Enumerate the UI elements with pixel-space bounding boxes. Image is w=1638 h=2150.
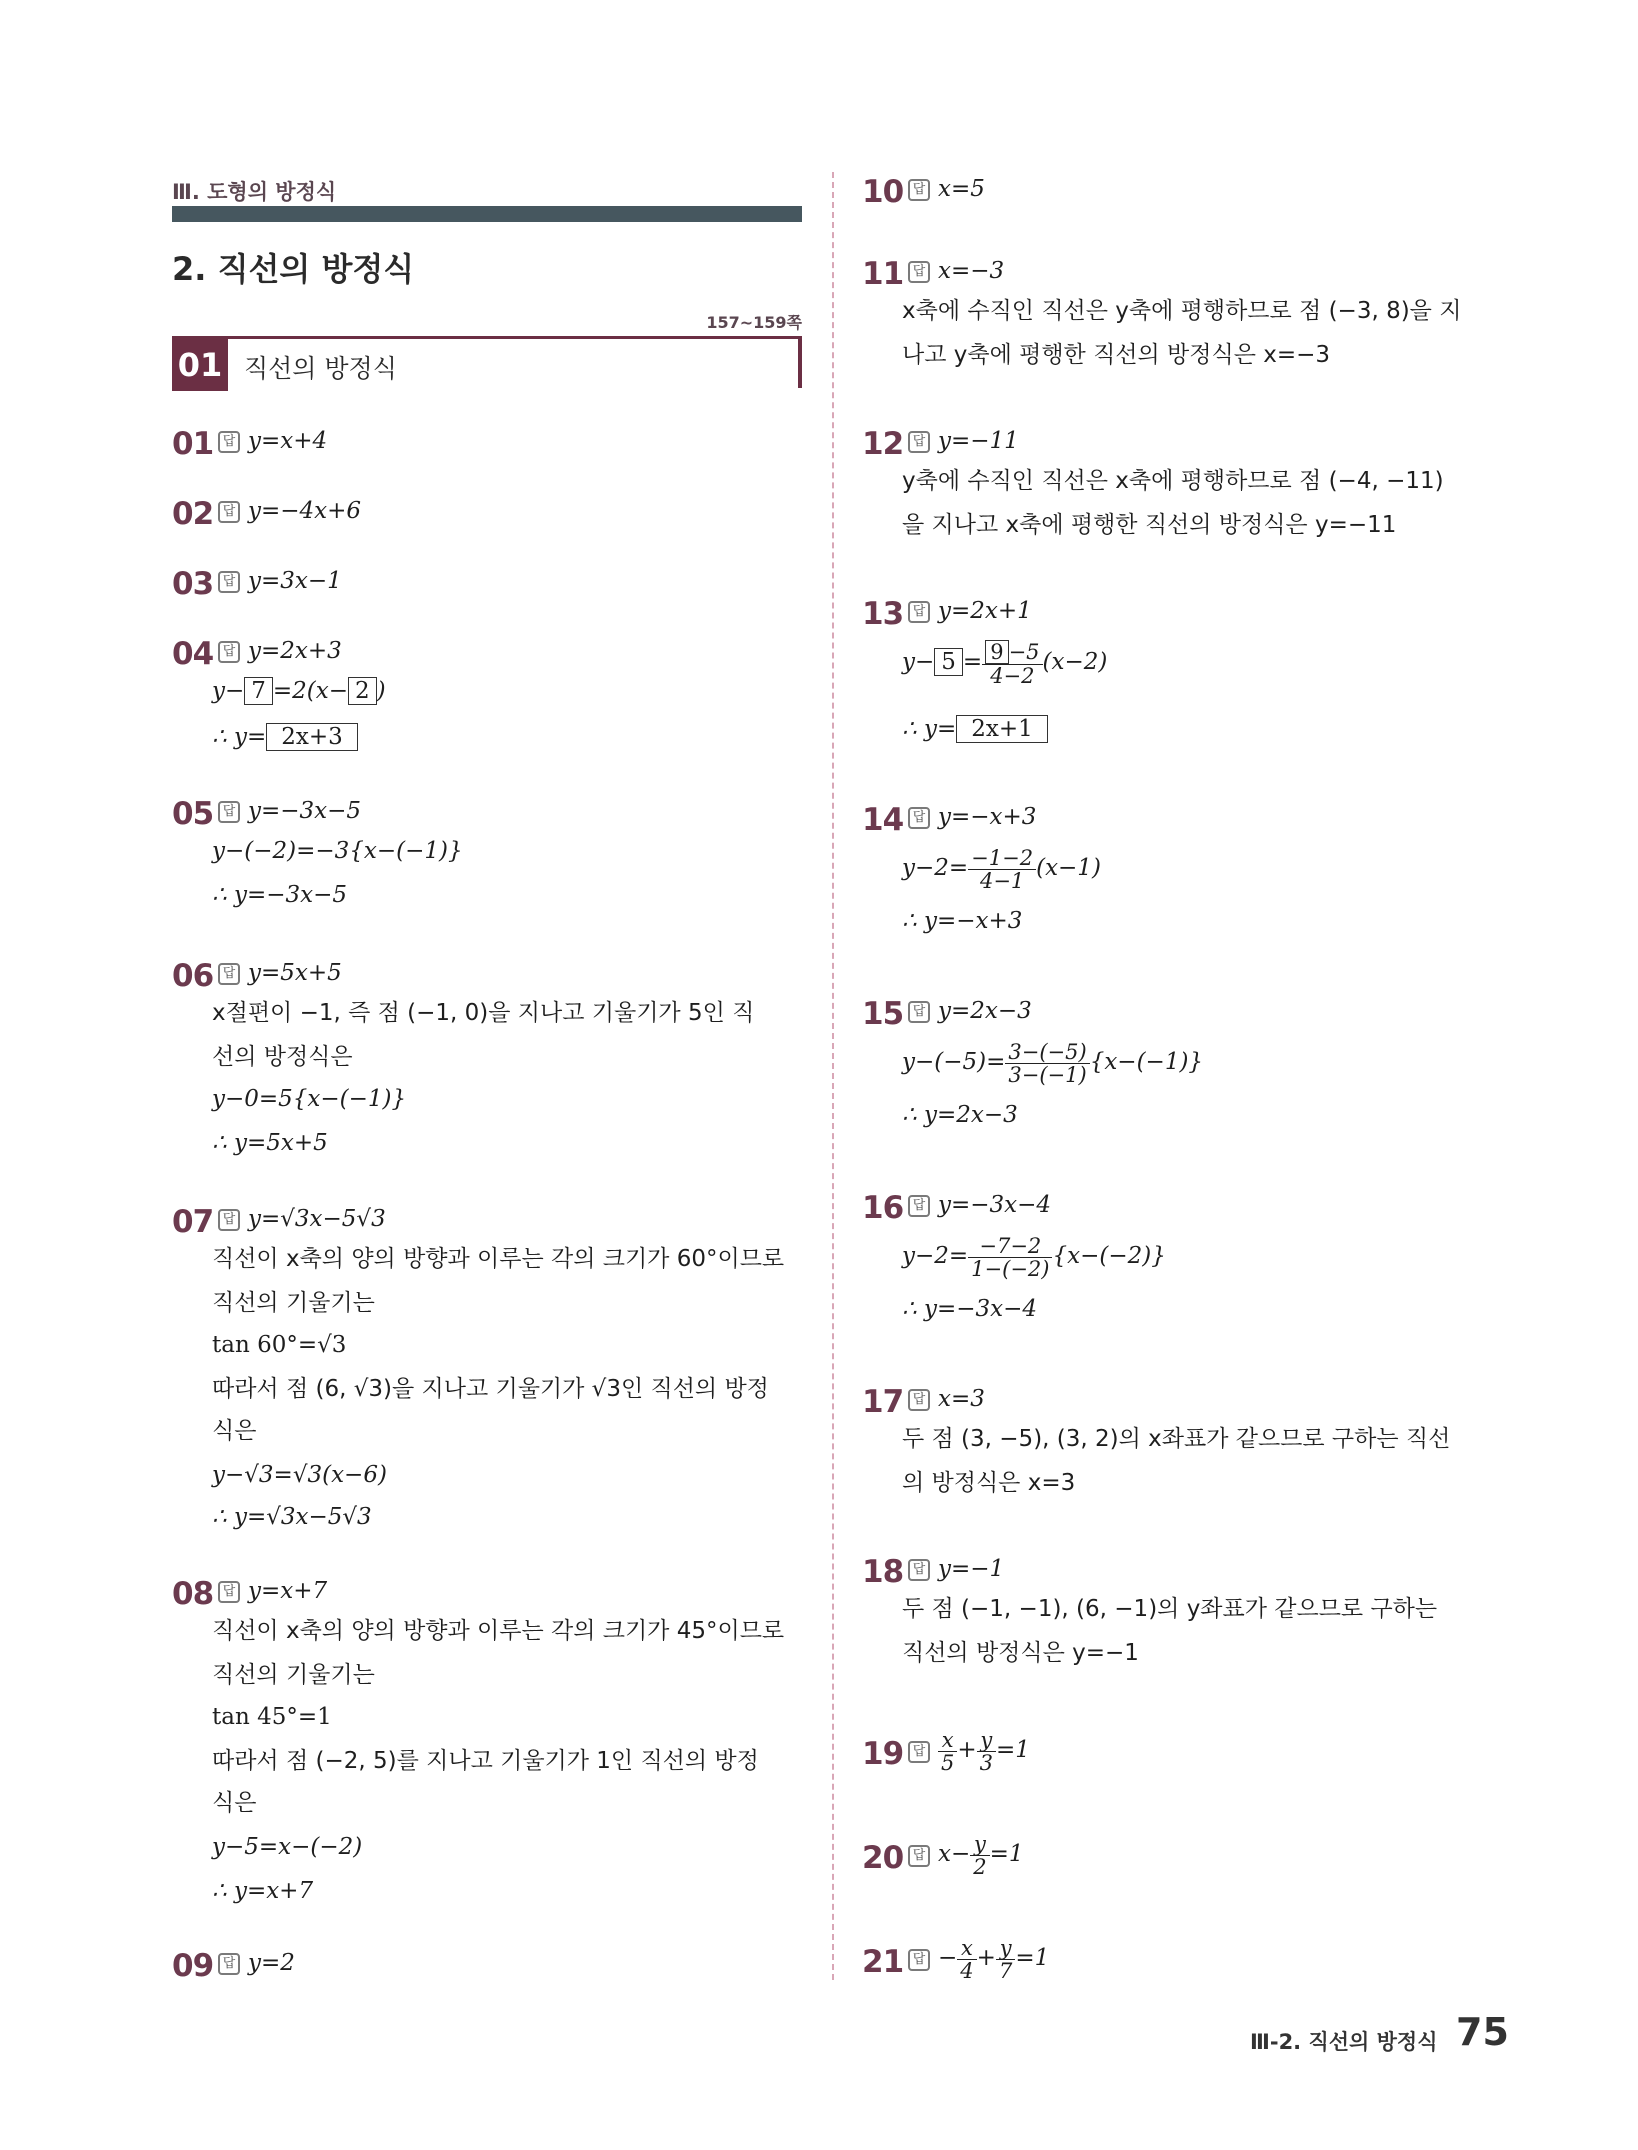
subsection-label: 직선의 방정식: [244, 354, 397, 383]
solution-line: y−(−2)=−3{x−(−1)}: [212, 838, 463, 864]
solution-line: 식은: [212, 1790, 257, 1816]
solution-line: ∴ y= 2x+3: [212, 722, 358, 752]
answer: y=−x+3: [938, 804, 1037, 830]
solution-line: 직선의 기울기는: [212, 1662, 375, 1688]
answer: y=5x+5: [248, 960, 342, 986]
answer-icon: 답: [908, 807, 930, 829]
problem-number: 14: [862, 802, 904, 838]
solution-line: 을 지나고 x축에 평행한 직선의 방정식은 y=−11: [902, 512, 1397, 538]
solution-line: ∴ y=−x+3: [902, 908, 1023, 934]
problem-number: 09: [172, 1948, 214, 1984]
solution-line: ∴ y= 2x+1: [902, 714, 1048, 744]
solution-line: x축에 수직인 직선은 y축에 평행하므로 점 (−3, 8)을 지: [902, 298, 1462, 324]
answer-icon: 답: [908, 1949, 930, 1971]
solution-line: 선의 방정식은: [212, 1044, 353, 1070]
fraction: $\frac{y}{2}$: [970, 1833, 989, 1878]
column-divider: [832, 172, 834, 1980]
problem-number: 05: [172, 796, 214, 832]
fraction: $\frac{3-(-5)}{3-(-1)}$: [1005, 1041, 1089, 1086]
problem-number: 16: [862, 1190, 904, 1226]
answer-icon: 답: [908, 601, 930, 623]
solution-line: ∴ y=−3x−5: [212, 882, 347, 908]
solution-line: ∴ y=−3x−4: [902, 1296, 1037, 1322]
page-range: 157~159쪽: [706, 313, 802, 332]
problem-number: 21: [862, 1944, 904, 1980]
header-bar: [172, 206, 802, 222]
section-title: 2. 직선의 방정식: [172, 250, 415, 288]
blank-box: 2x+1: [956, 715, 1048, 743]
solution-line: y−2= $\frac{-1-2}{4-1}$ (x−1): [902, 845, 1101, 893]
solution-line: y− 7 =2(x− 2 ): [212, 678, 386, 704]
problem-number: 07: [172, 1204, 214, 1240]
solution-line: 따라서 점 (−2, 5)를 지나고 기울기가 1인 직선의 방정: [212, 1748, 759, 1774]
subsection-number: 01: [172, 339, 228, 391]
answer: y=−1: [938, 1556, 1005, 1582]
answer-icon: 답: [908, 1389, 930, 1411]
blank-box: 9: [985, 640, 1008, 664]
answer: y=2x−3: [938, 998, 1032, 1024]
answer: y=−4x+6: [248, 498, 362, 524]
answer-icon: 답: [218, 1953, 240, 1975]
problem-number: 01: [172, 426, 214, 462]
solution-line: tan 60°=√3: [212, 1332, 347, 1358]
solution-line: 따라서 점 (6, √3)을 지나고 기울기가 √3인 직선의 방정: [212, 1376, 769, 1402]
answer-icon: 답: [908, 1195, 930, 1217]
answer: y=2x+3: [248, 638, 342, 664]
problem-number: 15: [862, 996, 904, 1032]
problem-number: 13: [862, 596, 904, 632]
answer: x=−3: [938, 258, 1005, 284]
solution-line: tan 45°=1: [212, 1704, 332, 1730]
answer: x− $\frac{y}{2}$ =1: [938, 1831, 1024, 1879]
answer-icon: 답: [908, 261, 930, 283]
answer: y=−3x−5: [248, 798, 362, 824]
solution-line: 나고 y축에 평행한 직선의 방정식은 x=−3: [902, 342, 1331, 368]
fraction: $\frac{-1-2}{4-1}$: [968, 847, 1036, 892]
answer-icon: 답: [908, 179, 930, 201]
answer-icon: 답: [908, 1001, 930, 1023]
chapter-label: Ⅲ. 도형의 방정식: [172, 180, 337, 204]
answer-icon: 답: [218, 1209, 240, 1231]
fraction: $\frac{y}{7}$: [996, 1937, 1015, 1982]
answer-icon: 답: [218, 1581, 240, 1603]
answer: − $\frac{x}{4}$ + $\frac{y}{7}$ =1: [938, 1935, 1050, 1983]
problem-number: 12: [862, 426, 904, 462]
problem-number: 18: [862, 1554, 904, 1590]
solution-line: x절편이 −1, 즉 점 (−1, 0)을 지나고 기울기가 5인 직: [212, 1000, 755, 1026]
answer-icon: 답: [218, 571, 240, 593]
solution-line: 식은: [212, 1418, 257, 1444]
answer-icon: 답: [218, 431, 240, 453]
solution-line: 직선의 방정식은 y=−1: [902, 1640, 1139, 1666]
answer-icon: 답: [908, 1845, 930, 1867]
answer: y=√3x−5√3: [248, 1206, 386, 1232]
answer: y=3x−1: [248, 568, 342, 594]
solution-line: y−5=x−(−2): [212, 1834, 363, 1860]
solution-line: y축에 수직인 직선은 x축에 평행하므로 점 (−4, −11): [902, 468, 1444, 494]
solution-line: ∴ y=5x+5: [212, 1130, 328, 1156]
answer: x=3: [938, 1386, 985, 1412]
problem-number: 08: [172, 1576, 214, 1612]
page-number: 75: [1456, 2010, 1509, 2054]
answer-icon: 답: [908, 1559, 930, 1581]
solution-line: y− 5 = $\frac{9 -5}{4-2}$ (x−2): [902, 639, 1108, 688]
solution-line: ∴ y=√3x−5√3: [212, 1504, 372, 1530]
answer-icon: 답: [218, 641, 240, 663]
fraction: $\frac{-7-2}{1-(-2)}$: [968, 1235, 1052, 1280]
answer-icon: 답: [218, 501, 240, 523]
solution-line: y−2= $\frac{-7-2}{1-(-2)}$ {x−(−2)}: [902, 1233, 1166, 1281]
blank-box: 5: [934, 648, 963, 676]
answer-icon: 답: [908, 431, 930, 453]
solution-line: 직선의 기울기는: [212, 1290, 375, 1316]
blank-box: 7: [244, 677, 273, 705]
fraction: $\frac{x}{5}$: [938, 1729, 957, 1774]
problem-number: 04: [172, 636, 214, 672]
fraction: $\frac{9 -5}{4-2}$: [982, 640, 1042, 687]
solution-line: 직선이 x축의 양의 방향과 이루는 각의 크기가 45°이므로: [212, 1618, 785, 1644]
answer: y=2x+1: [938, 598, 1032, 624]
answer: $\frac{x}{5}$ + $\frac{y}{3}$ =1: [938, 1726, 1030, 1774]
problem-number: 19: [862, 1736, 904, 1772]
answer: y=x+4: [248, 428, 328, 454]
answer-icon: 답: [218, 963, 240, 985]
solution-line: 두 점 (−1, −1), (6, −1)의 y좌표가 같으므로 구하는: [902, 1596, 1438, 1622]
subsection-header: [172, 336, 802, 388]
problem-number: 11: [862, 256, 904, 292]
solution-line: y−0=5{x−(−1)}: [212, 1086, 407, 1112]
solution-line: y−√3=√3(x−6): [212, 1462, 387, 1488]
problem-number: 20: [862, 1840, 904, 1876]
blank-box: 2: [348, 677, 377, 705]
answer: x=5: [938, 176, 985, 202]
fraction: $\frac{y}{3}$: [977, 1729, 996, 1774]
blank-box: 2x+3: [266, 723, 358, 751]
answer: y=−11: [938, 428, 1019, 454]
solution-line: 의 방정식은 x=3: [902, 1470, 1076, 1496]
problem-number: 06: [172, 958, 214, 994]
answer: y=−3x−4: [938, 1192, 1052, 1218]
solution-line: ∴ y=2x−3: [902, 1102, 1018, 1128]
answer-icon: 답: [218, 801, 240, 823]
problem-number: 10: [862, 174, 904, 210]
problem-number: 02: [172, 496, 214, 532]
solution-line: y−(−5)= $\frac{3-(-5)}{3-(-1)}$ {x−(−1)}: [902, 1039, 1204, 1087]
problem-number: 03: [172, 566, 214, 602]
answer: y=2: [248, 1950, 295, 1976]
solution-line: 직선이 x축의 양의 방향과 이루는 각의 크기가 60°이므로: [212, 1246, 785, 1272]
solution-line: 두 점 (3, −5), (3, 2)의 x좌표가 같으므로 구하는 직선: [902, 1426, 1451, 1452]
fraction: $\frac{x}{4}$: [957, 1937, 976, 1982]
footer-section-label: Ⅲ-2. 직선의 방정식: [1250, 2030, 1438, 2054]
problem-number: 17: [862, 1384, 904, 1420]
solution-line: ∴ y=x+7: [212, 1878, 314, 1904]
answer-icon: 답: [908, 1741, 930, 1763]
answer: y=x+7: [248, 1578, 328, 1604]
